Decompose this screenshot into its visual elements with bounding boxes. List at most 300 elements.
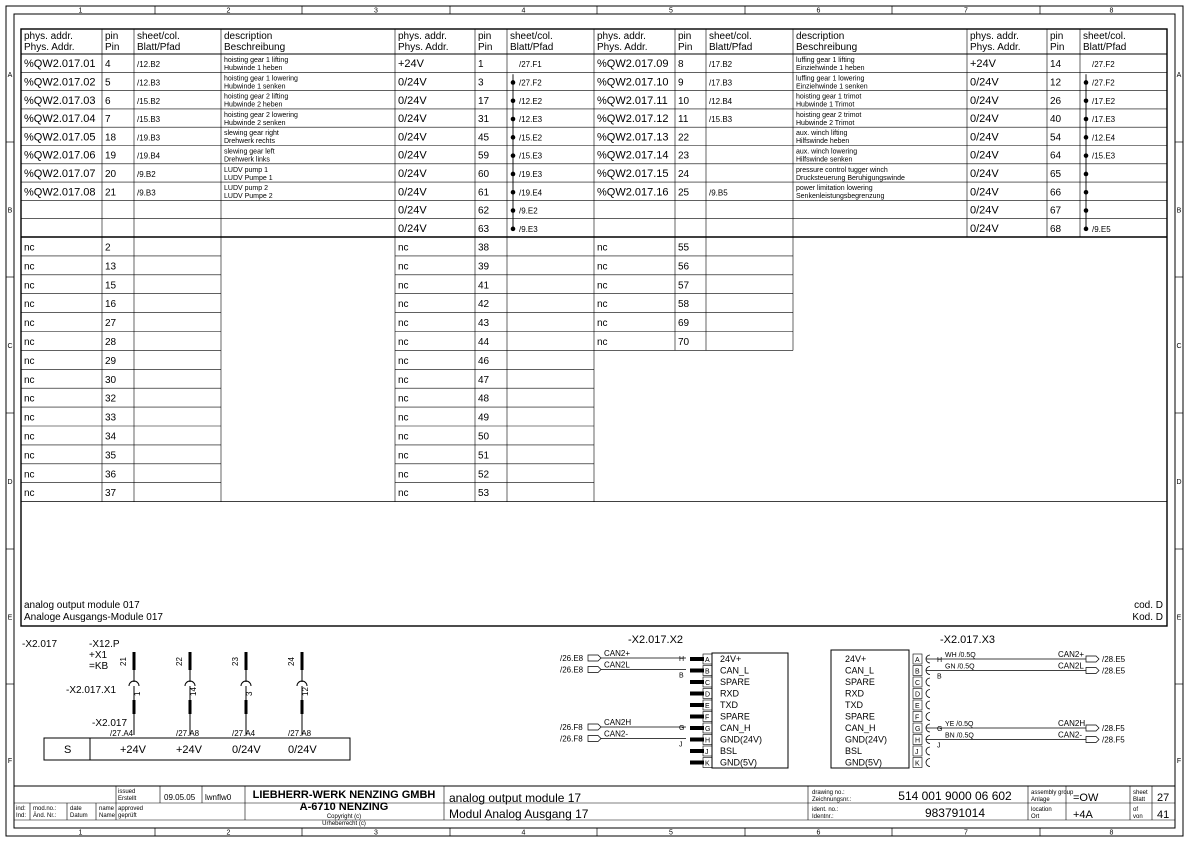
nc-label: nc xyxy=(398,242,409,254)
description-de: LUDV Pumpe 1 xyxy=(224,174,273,182)
bridge-dot xyxy=(1084,135,1089,140)
header-addr: phys. addr. xyxy=(597,31,646,42)
date-label: date xyxy=(70,806,82,812)
nc-pin: 16 xyxy=(105,299,117,311)
pin-number: 9 xyxy=(678,77,684,89)
bridge-dot xyxy=(1084,153,1089,158)
location-label-de: Ort xyxy=(1031,814,1040,820)
nc-pin: 49 xyxy=(478,412,490,424)
signal-name: SPARE xyxy=(845,677,875,687)
bridge-dot xyxy=(511,227,516,232)
plug-pin xyxy=(189,652,192,670)
contact-pin xyxy=(690,749,704,753)
column-marker-bottom: 6 xyxy=(816,829,821,837)
nc-pin: 42 xyxy=(478,299,490,311)
description-en: pressure control tugger winch xyxy=(796,166,888,174)
pin-number: 20 xyxy=(105,168,117,180)
nc-label: nc xyxy=(398,336,409,348)
supply-pin: 1 xyxy=(478,59,484,71)
description-de: Hubwinde 1 Trimot xyxy=(796,101,855,109)
supply-sheet-ref: /27.F2 xyxy=(1092,60,1115,70)
supply-pin: 65 xyxy=(1050,168,1062,180)
contact-pin xyxy=(690,692,704,696)
nc-label: nc xyxy=(597,280,608,292)
header-pin-de: Pin xyxy=(478,42,493,53)
nc-pin: 53 xyxy=(478,488,490,500)
description-de: Hubwinde 2 heben xyxy=(224,101,283,109)
supply-sheet-ref: /12.E4 xyxy=(1092,133,1116,143)
ind-label-de: Ind: xyxy=(16,813,27,819)
nc-label: nc xyxy=(398,393,409,405)
supply-sheet-ref: /9.E2 xyxy=(519,206,538,216)
pin-number: 4 xyxy=(105,59,111,71)
nc-pin: 35 xyxy=(105,450,117,462)
incoming-sheet-ref: /26.E8 xyxy=(560,665,584,675)
nc-pin: 27 xyxy=(105,318,117,330)
column-marker-bottom: 1 xyxy=(78,829,83,837)
supply-label: 0/24V xyxy=(398,204,427,217)
header-pin: pin xyxy=(105,31,119,42)
supply-pin: 64 xyxy=(1050,150,1062,162)
sheet-ref: /17.B3 xyxy=(709,78,733,88)
nc-label: nc xyxy=(398,280,409,292)
header-pin-de: Pin xyxy=(105,42,120,53)
bridge-dot xyxy=(1084,172,1089,177)
supply-pin: 14 xyxy=(1050,59,1062,71)
nc-pin: 50 xyxy=(478,431,490,443)
header-sheet: sheet/col. xyxy=(510,31,553,42)
issued-label: issued xyxy=(118,789,136,795)
nc-label: nc xyxy=(398,355,409,367)
supply-label: 0/24V xyxy=(398,167,427,180)
nc-pin: 36 xyxy=(105,469,117,481)
nc-label: nc xyxy=(24,488,35,500)
outgoing-sheet-ref: /28.E5 xyxy=(1102,655,1126,664)
column-marker-bottom: 2 xyxy=(226,829,231,837)
nc-label: nc xyxy=(24,336,35,348)
description-en: LUDV pump 2 xyxy=(224,185,268,193)
wire-spec: YE /0.5Q xyxy=(945,721,974,728)
header-addr-de: Phys. Addr. xyxy=(970,42,1021,53)
plug-pin-number: 22 xyxy=(175,657,184,666)
supply-pin: 60 xyxy=(478,168,490,180)
wire-letter: B xyxy=(679,672,684,680)
plug-pin-number: 23 xyxy=(231,657,240,666)
connector-x2-title: -X2.017.X2 xyxy=(628,634,684,646)
description-en: slewing gear left xyxy=(224,148,275,156)
pin-letter: J xyxy=(915,749,919,756)
supply-pin: 63 xyxy=(478,223,490,235)
phys-addr: %QW2.017.08 xyxy=(24,186,96,199)
nc-pin: 55 xyxy=(678,242,690,254)
ident-no-label: ident. no.: xyxy=(812,807,839,813)
header-pin: pin xyxy=(478,31,492,42)
signal-wire-name: CAN2L xyxy=(604,660,630,670)
contact-pin xyxy=(690,726,704,730)
supply-pin: 31 xyxy=(478,114,490,126)
outgoing-sheet-ref: /28.F5 xyxy=(1102,724,1125,733)
nc-label: nc xyxy=(398,488,409,500)
description-de: Hubwinde 1 heben xyxy=(224,65,283,72)
device-label-2: -X2.017 xyxy=(92,718,128,729)
terminal-voltage-label: 0/24V xyxy=(288,744,317,756)
pin-number: 18 xyxy=(105,132,117,144)
supply-label: 0/24V xyxy=(970,149,999,162)
description-en: aux. winch lowering xyxy=(796,148,858,156)
pin-letter: K xyxy=(705,760,710,768)
bridge-dot xyxy=(1084,208,1089,213)
phys-addr: %QW2.017.02 xyxy=(24,76,96,89)
nc-pin: 33 xyxy=(105,412,117,424)
of-label-de: von xyxy=(1133,814,1143,820)
nc-pin: 48 xyxy=(478,393,490,405)
nc-pin: 34 xyxy=(105,431,117,443)
column-marker-top: 7 xyxy=(964,7,968,15)
pin-sheet-ref: /27.A4 xyxy=(110,729,134,738)
supply-sheet-ref: /15.E2 xyxy=(519,133,543,143)
pin-letter: B xyxy=(915,668,920,676)
plug-pin xyxy=(133,652,136,670)
description-en: aux. winch lifting xyxy=(796,130,848,138)
row-marker-right: E xyxy=(1176,614,1182,622)
supply-pin: 61 xyxy=(478,187,490,199)
module-title-en: analog output module 017 xyxy=(24,600,140,611)
pin-number: 8 xyxy=(678,59,684,71)
header-addr: phys. addr. xyxy=(24,31,73,42)
pin-letter: A xyxy=(915,657,920,664)
drawing-no-label: drawing no.: xyxy=(812,790,845,796)
bridge-dot xyxy=(511,208,516,213)
sheet-ref: /15.B3 xyxy=(137,115,161,125)
pin-number: 11 xyxy=(678,114,689,126)
sheet-ref: /9.B2 xyxy=(137,169,156,179)
nc-pin: 29 xyxy=(105,355,117,367)
signal-name: BSL xyxy=(845,746,863,756)
nc-pin: 51 xyxy=(478,450,490,462)
socket-pin-number: 14 xyxy=(189,687,198,696)
pin-letter: H xyxy=(915,737,921,745)
description-de: Hilfswinde heben xyxy=(796,138,850,146)
phys-addr: %QW2.017.05 xyxy=(24,131,96,144)
nc-pin: 37 xyxy=(105,488,117,500)
supply-label: 0/24V xyxy=(970,94,999,107)
location-value: +4A xyxy=(1073,809,1093,821)
column-marker-top: 1 xyxy=(78,7,83,15)
column-marker-top: 5 xyxy=(669,7,673,15)
phys-addr: %QW2.017.14 xyxy=(597,149,669,162)
contact-pin xyxy=(690,703,704,707)
nc-pin: 58 xyxy=(678,299,690,311)
pin-letter: H xyxy=(705,737,711,745)
nc-pin: 52 xyxy=(478,469,490,481)
signal-name: GND(24V) xyxy=(845,734,888,745)
pin-letter: D xyxy=(915,691,921,699)
phys-addr: %QW2.017.12 xyxy=(597,113,669,126)
device-label: -X2.017 xyxy=(22,639,58,650)
description-en: hoisting gear 2 trimot xyxy=(796,111,862,119)
terminal-voltage-label: +24V xyxy=(176,744,202,756)
supply-label: +24V xyxy=(970,58,996,71)
phys-addr: %QW2.017.10 xyxy=(597,76,669,89)
module-title-de: Analoge Ausgangs-Module 017 xyxy=(24,612,163,623)
sheet-label-de: Blatt xyxy=(1133,797,1146,803)
supply-pin: 12 xyxy=(1050,77,1062,89)
pin-number: 10 xyxy=(678,95,690,107)
company-name: LIEBHERR-WERK NENZING GMBH xyxy=(252,789,436,801)
issued-name: lwnflw0 xyxy=(205,793,232,802)
column-marker-bottom: 3 xyxy=(374,829,378,837)
connector-x1-label: -X2.017.X1 xyxy=(66,685,117,696)
pin-letter: F xyxy=(915,714,920,722)
bridge-dot xyxy=(511,172,516,177)
header-desc-de: Beschreibung xyxy=(224,42,286,53)
description-en: power limitation lowering xyxy=(796,185,873,193)
contact-pin xyxy=(690,657,704,661)
header-sheet-de: Blatt/Pfad xyxy=(510,42,554,53)
nc-pin: 46 xyxy=(478,355,490,367)
nc-label: nc xyxy=(24,280,35,292)
signal-name: SPARE xyxy=(720,677,750,687)
supply-sheet-ref: /15.E3 xyxy=(1092,151,1116,161)
total-sheets: 41 xyxy=(1157,809,1170,821)
description-en: luffing gear 1 lifting xyxy=(796,57,855,64)
contact-pin xyxy=(690,738,704,742)
row-marker-right: F xyxy=(1176,758,1182,765)
nc-pin: 39 xyxy=(478,261,490,273)
copyright-en: Copyright (c) xyxy=(326,814,362,820)
contact-pin xyxy=(690,761,704,765)
column-marker-top: 4 xyxy=(521,7,526,15)
signal-name: RXD xyxy=(845,688,865,699)
outgoing-sheet-ref: /28.F5 xyxy=(1102,735,1125,745)
nc-label: nc xyxy=(24,431,35,443)
sheet-ref: /9.B3 xyxy=(137,188,156,198)
supply-pin: 17 xyxy=(478,95,490,107)
header-addr: phys. addr. xyxy=(398,31,447,42)
supply-label: 0/24V xyxy=(398,76,427,89)
sheet-ref: /12.B2 xyxy=(137,60,161,70)
supply-pin: 66 xyxy=(1050,187,1062,199)
pin-letter: K xyxy=(915,760,920,768)
supply-pin: 67 xyxy=(1050,205,1062,217)
location-label: +X1 xyxy=(89,650,108,661)
socket-pin-number: 12 xyxy=(301,687,310,696)
pin-number: 5 xyxy=(105,77,111,89)
nc-label: nc xyxy=(398,412,409,424)
supply-sheet-ref: /17.E3 xyxy=(1092,115,1116,125)
supply-pin: 59 xyxy=(478,150,490,162)
header-addr-de: Phys. Addr. xyxy=(398,42,449,53)
signal-name: GND(5V) xyxy=(845,757,883,768)
socket-pin xyxy=(245,700,248,714)
wire-letter: J xyxy=(937,742,941,750)
phys-addr: %QW2.017.09 xyxy=(597,58,669,71)
wire-letter: H xyxy=(937,657,943,664)
signal-name: CAN_L xyxy=(720,665,750,676)
sheet-number: 27 xyxy=(1157,792,1170,804)
nc-label: nc xyxy=(398,261,409,273)
supply-label: 0/24V xyxy=(970,113,999,126)
pin-number: 19 xyxy=(105,150,117,162)
header-addr-de: Phys. Addr. xyxy=(24,42,75,53)
connector-x3-title: -X2.017.X3 xyxy=(940,634,996,646)
supply-pin: 68 xyxy=(1050,223,1062,235)
pin-number: 24 xyxy=(678,168,690,180)
description-de: Drehwerk rechts xyxy=(224,138,275,146)
nc-label: nc xyxy=(398,431,409,443)
nc-pin: 44 xyxy=(478,336,490,348)
sheet-ref: /15.B2 xyxy=(137,96,161,106)
row-marker-left: C xyxy=(7,343,13,350)
nc-label: nc xyxy=(24,374,35,386)
row-marker-left: B xyxy=(7,207,13,215)
phys-addr: %QW2.017.16 xyxy=(597,186,669,199)
nc-pin: 13 xyxy=(105,261,117,273)
header-sheet-de: Blatt/Pfad xyxy=(709,42,753,53)
description-de: Senkenleistungsbegrenzung xyxy=(796,193,885,201)
sheet-ref: /15.B3 xyxy=(709,115,733,125)
signal-wire-name: CAN2H xyxy=(604,718,632,727)
supply-label: 0/24V xyxy=(398,94,427,107)
name-label-de: Name xyxy=(99,813,116,819)
pin-letter: C xyxy=(915,680,921,687)
phys-addr: %QW2.017.04 xyxy=(24,113,96,126)
pin-letter: G xyxy=(915,726,921,733)
row-marker-right: C xyxy=(1176,343,1182,350)
nc-pin: 28 xyxy=(105,336,117,348)
nc-label: nc xyxy=(398,374,409,386)
pin-letter: J xyxy=(705,749,709,756)
nc-pin: 70 xyxy=(678,336,690,348)
supply-sheet-ref: /9.E3 xyxy=(519,224,538,234)
supply-sheet-ref: /19.E4 xyxy=(519,188,543,198)
nc-label: nc xyxy=(24,469,35,481)
row-marker-left: E xyxy=(7,614,13,622)
mod-label: mod.no.: xyxy=(33,806,57,812)
description-de: Hubwinde 1 senken xyxy=(224,83,286,91)
supply-label: 0/24V xyxy=(398,149,427,162)
header-sheet: sheet/col. xyxy=(137,31,180,42)
signal-wire-name: CAN2L xyxy=(1058,661,1084,671)
nc-pin: 30 xyxy=(105,374,117,386)
signal-name: TXD xyxy=(720,700,738,710)
bridge-dot xyxy=(1084,98,1089,103)
nc-label: nc xyxy=(398,318,409,330)
header-desc: description xyxy=(224,31,273,42)
incoming-sheet-ref: /26.F8 xyxy=(560,723,583,732)
header-desc-de: Beschreibung xyxy=(796,42,858,53)
description-de: Hilfswinde senken xyxy=(796,156,853,164)
signal-wire-name: CAN2- xyxy=(604,729,629,739)
supply-sheet-ref: /12.E2 xyxy=(519,96,543,106)
date-label-de: Datum xyxy=(70,813,88,819)
bridge-dot xyxy=(511,117,516,122)
wire-spec: BN /0.5Q xyxy=(945,732,974,740)
supply-sheet-ref: /27.F2 xyxy=(519,78,542,88)
signal-name: CAN_L xyxy=(845,665,875,676)
supply-pin: 3 xyxy=(478,77,484,89)
header-pin: pin xyxy=(1050,31,1064,42)
description-en: hoisting gear 1 lowering xyxy=(224,75,298,83)
pin-number: 6 xyxy=(105,95,111,107)
description-en: hoisting gear 1 lifting xyxy=(224,57,289,64)
outgoing-sheet-ref: /28.E5 xyxy=(1102,666,1126,676)
signal-name: SPARE xyxy=(720,711,750,722)
of-label: of xyxy=(1133,807,1139,813)
nc-pin: 38 xyxy=(478,242,490,254)
description-en: hoisting gear 1 trimot xyxy=(796,93,862,101)
supply-sheet-ref: /9.E5 xyxy=(1092,224,1111,234)
nc-label: nc xyxy=(597,336,608,348)
phys-addr: %QW2.017.07 xyxy=(24,167,96,180)
pin-letter: E xyxy=(915,703,920,710)
column-marker-bottom: 8 xyxy=(1109,829,1114,837)
nc-pin: 57 xyxy=(678,280,690,292)
sheet-ref: /17.B2 xyxy=(709,60,733,70)
sheet-ref: /12.B4 xyxy=(709,96,733,106)
bridge-dot xyxy=(511,80,516,85)
terminal-voltage-label: 0/24V xyxy=(232,744,261,756)
drawing-title-de: Modul Analog Ausgang 17 xyxy=(449,807,589,821)
supply-pin: 54 xyxy=(1050,132,1062,144)
socket-pin xyxy=(189,700,192,714)
column-marker-bottom: 5 xyxy=(669,829,673,837)
nc-label: nc xyxy=(24,450,35,462)
signal-name: 24V+ xyxy=(845,654,867,664)
supply-sheet-ref: /27.F1 xyxy=(519,60,542,70)
description-en: LUDV pump 1 xyxy=(224,166,268,174)
supply-pin: 62 xyxy=(478,205,490,217)
nc-label: nc xyxy=(597,242,608,254)
sheet-label: sheet xyxy=(1133,790,1148,796)
signal-name: GND(24V) xyxy=(720,734,763,745)
wire-letter: G xyxy=(937,726,943,733)
terminal-s-label: S xyxy=(64,744,72,756)
pin-sheet-ref: /27.A8 xyxy=(288,729,312,738)
supply-label: 0/24V xyxy=(970,204,999,217)
header-pin-de: Pin xyxy=(1050,42,1065,53)
row-marker-left: F xyxy=(7,758,13,765)
row-marker-left: D xyxy=(7,479,13,486)
supply-sheet-ref: /17.E2 xyxy=(1092,96,1116,106)
wire-letter: B xyxy=(937,673,942,681)
signal-name: 24V+ xyxy=(720,654,742,664)
bridge-dot xyxy=(511,98,516,103)
header-pin-de: Pin xyxy=(678,42,693,53)
nc-pin: 69 xyxy=(678,318,690,330)
description-de: LUDV Pumpe 2 xyxy=(224,193,273,201)
wire-spec: WH /0.5Q xyxy=(945,652,976,659)
ind-label: ind: xyxy=(16,806,26,812)
pin-letter: B xyxy=(705,668,710,676)
description-de: Hubwinde 2 Trimot xyxy=(796,119,855,127)
nc-label: nc xyxy=(24,393,35,405)
nc-pin: 32 xyxy=(105,393,117,405)
nc-label: nc xyxy=(24,261,35,273)
ident-no-label-de: Identnr.: xyxy=(812,814,834,820)
nc-label: nc xyxy=(597,261,608,273)
description-de: Einziehwinde 1 senken xyxy=(796,83,868,91)
column-marker-top: 3 xyxy=(374,7,378,15)
ident-number: 983791014 xyxy=(924,806,986,820)
nc-label: nc xyxy=(597,318,608,330)
bridge-dot xyxy=(511,190,516,195)
wire-letter: H xyxy=(679,656,685,663)
socket-pin-number: 1 xyxy=(133,691,142,696)
nc-pin: 2 xyxy=(105,242,111,254)
approved-label: approved xyxy=(118,806,144,812)
supply-pin: 26 xyxy=(1050,95,1062,107)
